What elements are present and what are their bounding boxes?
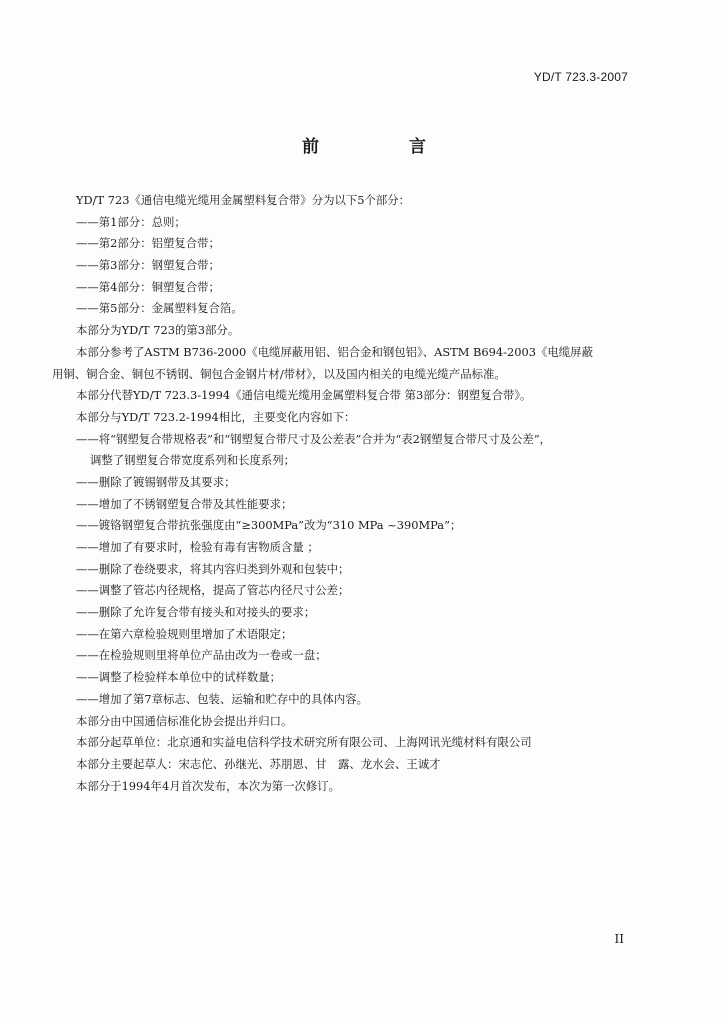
text-line: 本部分参考了ASTM B736-2000《电缆屏蔽用铝、铝合金和钢包铝》、ASTM B694-2003《电缆屏蔽: [76, 344, 593, 359]
text-line: ——第1部分：总则；: [76, 214, 186, 229]
text-line: 本部分代替YD/T 723.3-1994《通信电缆光缆用金属塑料复合带 第3部分：钢塑复合带》。: [76, 388, 532, 403]
text-line: 本部分由中国通信标准化协会提出并归口。: [76, 713, 293, 728]
text-line: 调整了钢塑复合带宽度系列和长度系列；: [90, 453, 296, 468]
text-line: ——调整了管芯内径规格，提高了管芯内径尺寸公差；: [76, 583, 350, 598]
text-line: 本部分于1994年4月首次发布，本次为第一次修订。: [76, 778, 341, 793]
text-line: 用铜、铜合金、铜包不锈钢、铜包合金钢片材/带材》，以及国内相关的电缆光缆产品标准。: [52, 366, 506, 381]
text-line: ——调整了检验样本单位中的试样数量；: [76, 670, 282, 685]
text-line: ——删除了镀锡钢带及其要求；: [76, 474, 236, 489]
text-line: ——在检验规则里将单位产品由改为一卷或一盘；: [76, 648, 327, 663]
foreword-body: [52, 190, 642, 797]
text-line: ——增加了不锈钢塑复合带及其性能要求；: [76, 496, 293, 511]
standard-code: YD/T 723.3-2007: [533, 70, 628, 84]
text-line: ——增加了有要求时，检验有毒有害物质含量 ；: [76, 540, 319, 554]
text-line: YD/T 723《通信电缆光缆用金属塑料复合带》分为以下5个部分：: [76, 193, 411, 207]
text-line: ——镀铬钢塑复合带抗张强度由“≥300MPa”改为“310 MPa ~390MPa”；: [76, 518, 462, 533]
text-line: ——删除了卷绕要求，将其内容归类到外观和包装中；: [76, 561, 350, 576]
page-title: 前 言: [302, 137, 468, 157]
text-line: 本部分起草单位：北京通和实益电信科学技术研究所有限公司、上海网讯光缆材料有限公司: [76, 735, 532, 750]
text-line: ——第5部分：金属塑料复合箔。: [76, 301, 243, 316]
text-line: ——第2部分：铝塑复合带；: [76, 236, 220, 251]
text-line: 本部分主要起草人：宋志佗、孙继光、苏朋恩、甘 露、龙水会、王诚才: [76, 756, 441, 771]
page-number: II: [614, 932, 624, 946]
text-line: ——在第六章检验规则里增加了术语限定；: [76, 626, 293, 641]
text-line: ——增加了第7章标志、包装、运输和贮存中的具体内容。: [76, 691, 369, 706]
text-line: ——将“钢塑复合带规格表”和“钢塑复合带尺寸及公差表”合并为“表2钢塑复合带尺寸及公差”，: [76, 431, 552, 446]
text-line: ——第3部分：钢塑复合带；: [76, 258, 220, 273]
text-line: 本部分为YD/T 723的第3部分。: [76, 323, 240, 338]
text-line: ——删除了允许复合带有接头和对接头的要求；: [76, 605, 316, 620]
text-line: 本部分与YD/T 723.2-1994相比，主要变化内容如下：: [76, 409, 356, 424]
text-line: ——第4部分：铜塑复合带；: [76, 279, 220, 294]
